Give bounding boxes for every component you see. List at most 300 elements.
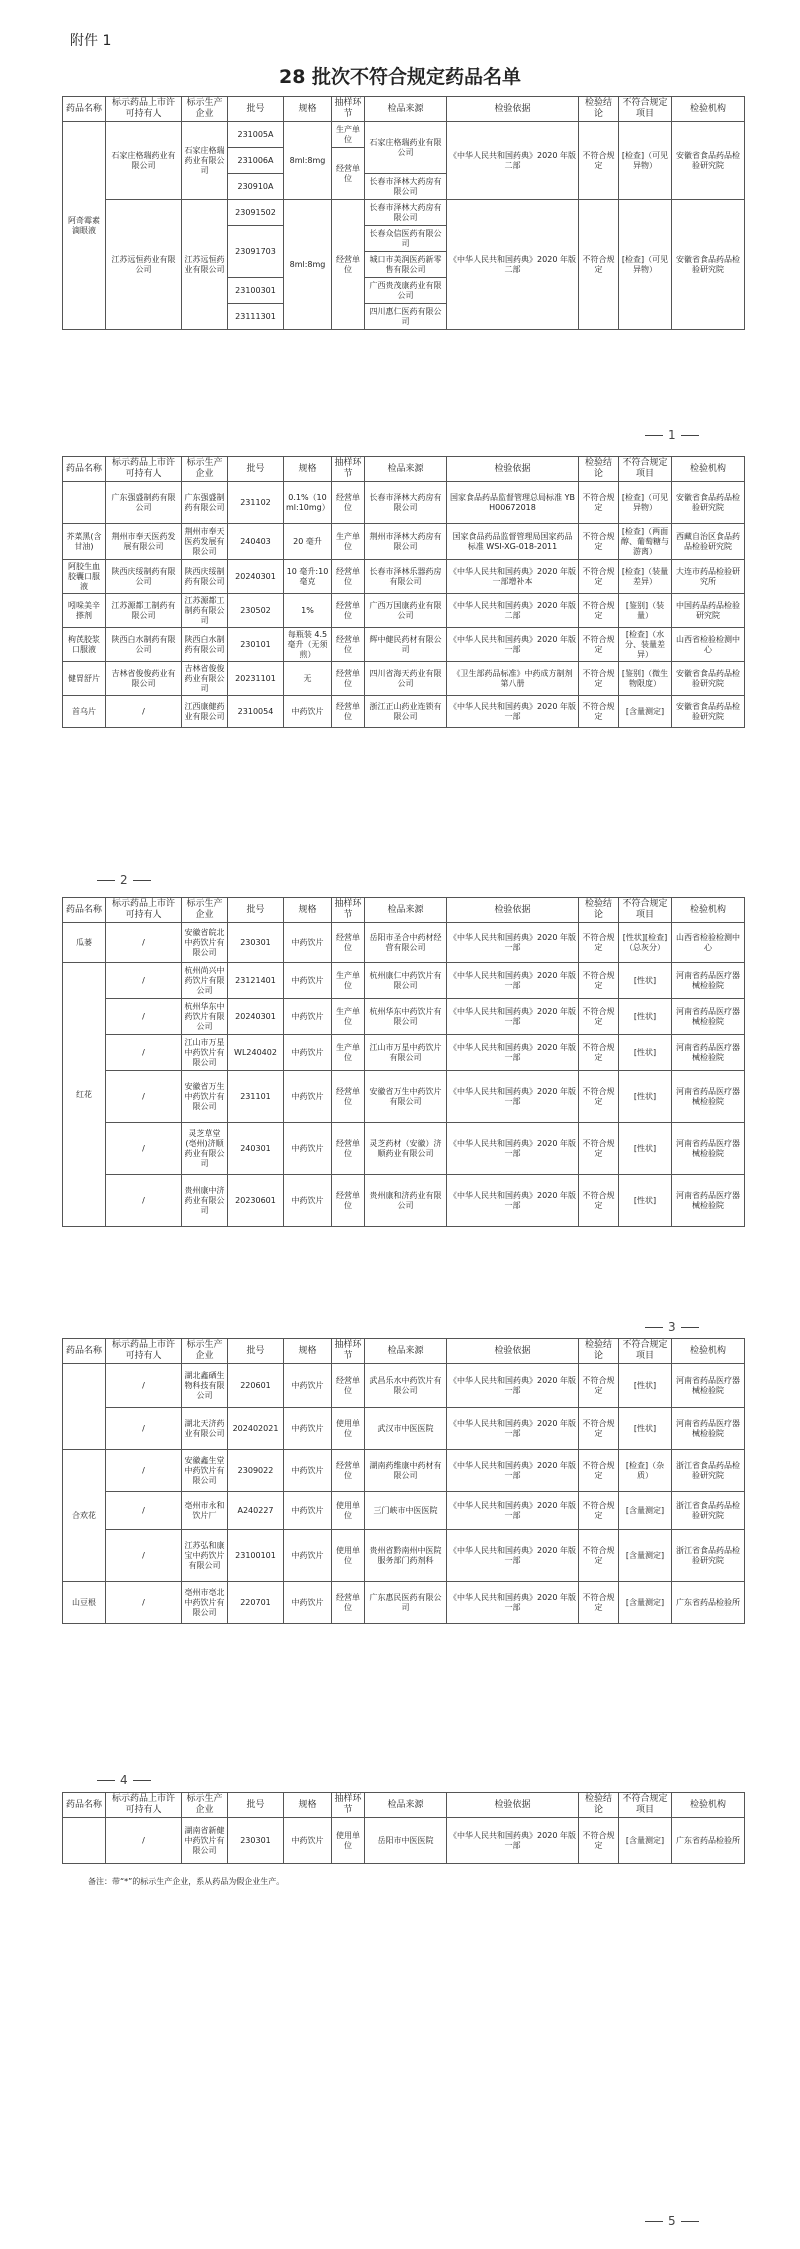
- source-cell: 三门峡市中医医院: [365, 1492, 447, 1530]
- batch-cell: 2309022: [228, 1450, 284, 1492]
- table-header-row: [63, 97, 745, 122]
- conclusion-cell: 不符合规定: [579, 1123, 619, 1175]
- item-cell: [性状]: [619, 999, 672, 1035]
- batch-cell: 231102: [228, 482, 284, 524]
- basis-cell: 《中华人民共和国药典》2020 年版一部: [447, 1364, 579, 1408]
- table-row: [63, 1175, 745, 1227]
- drug-name-cell: 山豆根: [63, 1582, 106, 1624]
- holder-cell: /: [106, 1530, 182, 1582]
- spec-cell: 10 毫升:10 毫克: [284, 560, 332, 594]
- source-cell: 四川省海天药业有限公司: [365, 662, 447, 696]
- attachment-label: 附件 1: [70, 33, 112, 49]
- table-header-row: [63, 898, 745, 923]
- header-cell: 批号: [228, 97, 284, 122]
- item-cell: [鉴别]（装量）: [619, 594, 672, 628]
- header-cell: 检验结论: [579, 97, 619, 122]
- header-cell: 检品来源: [365, 1339, 447, 1364]
- item-cell: [含量测定]: [619, 1582, 672, 1624]
- batch-cell: 230101: [228, 628, 284, 662]
- header-cell: 药品名称: [63, 457, 106, 482]
- source-cell: 长春市泽林大药房有限公司: [365, 200, 447, 226]
- maker-cell: 吉林省俊俊药业有限公司: [182, 662, 228, 696]
- item-cell: [性状]: [619, 1408, 672, 1450]
- source-cell: 岳阳市中医医院: [365, 1818, 447, 1864]
- header-cell: 规格: [284, 898, 332, 923]
- header-cell: 不符合规定项目: [619, 1793, 672, 1818]
- step-cell: 生产单位: [332, 1035, 365, 1071]
- source-cell: 武汉市中医医院: [365, 1408, 447, 1450]
- holder-cell: /: [106, 999, 182, 1035]
- basis-cell: 《中华人民共和国药典》2020 年版一部: [447, 923, 579, 963]
- header-cell: 检验机构: [672, 898, 745, 923]
- conclusion-cell: 不符合规定: [579, 1035, 619, 1071]
- header-cell: 批号: [228, 457, 284, 482]
- source-cell: 广东惠民医药有限公司: [365, 1582, 447, 1624]
- basis-cell: 《中华人民共和国药典》2020 年版一部: [447, 1818, 579, 1864]
- step-cell: 经营单位: [332, 594, 365, 628]
- drug-name-cell: 阿胶生血胶囊口服液: [63, 560, 106, 594]
- header-cell: 检品来源: [365, 457, 447, 482]
- maker-cell: 安徽鑫生堂中药饮片有限公司: [182, 1450, 228, 1492]
- conclusion-cell: 不符合规定: [579, 482, 619, 524]
- batch-cell: 20230601: [228, 1175, 284, 1227]
- batch-cell: 20240301: [228, 560, 284, 594]
- maker-cell: 安徽省皖北中药饮片有限公司: [182, 923, 228, 963]
- header-cell: 标示药品上市许可持有人: [106, 97, 182, 122]
- table-row: [63, 628, 745, 662]
- spec-cell: 0.1%（10ml:10mg）: [284, 482, 332, 524]
- lab-cell: 河南省药品医疗器械检验院: [672, 1071, 745, 1123]
- batch-cell: 23091703: [228, 226, 284, 278]
- header-cell: 检验机构: [672, 97, 745, 122]
- spec-cell: 1%: [284, 594, 332, 628]
- holder-cell: /: [106, 1035, 182, 1071]
- maker-cell: 江苏源都工制药有限公司: [182, 594, 228, 628]
- basis-cell: 《中华人民共和国药典》2020 年版一部: [447, 1492, 579, 1530]
- conclusion-cell: 不符合规定: [579, 662, 619, 696]
- spec-cell: 8ml:8mg: [284, 200, 332, 330]
- maker-cell: 杭州尚兴中药饮片有限公司: [182, 963, 228, 999]
- drug-table-page-1: [62, 96, 745, 330]
- source-cell: 岳阳市圣合中药材经营有限公司: [365, 923, 447, 963]
- batch-cell: 220601: [228, 1364, 284, 1408]
- conclusion-cell: 不符合规定: [579, 628, 619, 662]
- document-title: 28 批次不符合规定药品名单: [278, 66, 522, 88]
- table-row: [63, 1450, 745, 1492]
- maker-cell: 陕西庆绥制药有限公司: [182, 560, 228, 594]
- source-cell: 武昌乐水中药饮片有限公司: [365, 1364, 447, 1408]
- batch-cell: 23121401: [228, 963, 284, 999]
- maker-cell: 石家庄格瑞药业有限公司: [182, 122, 228, 200]
- lab-cell: 河南省药品医疗器械检验院: [672, 1035, 745, 1071]
- spec-cell: 中药饮片: [284, 1408, 332, 1450]
- table-row: [63, 1492, 745, 1530]
- header-cell: 检验依据: [447, 1793, 579, 1818]
- table-row: [63, 1035, 745, 1071]
- holder-cell: /: [106, 1492, 182, 1530]
- table-row: [63, 696, 745, 728]
- conclusion-cell: 不符合规定: [579, 923, 619, 963]
- header-cell: 规格: [284, 457, 332, 482]
- header-cell: 规格: [284, 1339, 332, 1364]
- maker-cell: 亳州市永和饮片厂: [182, 1492, 228, 1530]
- lab-cell: 西藏自治区食品药品检验研究院: [672, 524, 745, 560]
- batch-cell: 23100101: [228, 1530, 284, 1582]
- table-row: [63, 1530, 745, 1582]
- step-cell: 经营单位: [332, 1071, 365, 1123]
- header-cell: 检验机构: [672, 457, 745, 482]
- holder-cell: 江苏远恒药业有限公司: [106, 200, 182, 330]
- batch-cell: 220701: [228, 1582, 284, 1624]
- header-cell: 药品名称: [63, 97, 106, 122]
- basis-cell: 《中华人民共和国药典》2020 年版二部: [447, 200, 579, 330]
- conclusion-cell: 不符合规定: [579, 200, 619, 330]
- maker-cell: 江山市万星中药饮片有限公司: [182, 1035, 228, 1071]
- batch-cell: 20240301: [228, 999, 284, 1035]
- header-cell: 规格: [284, 1793, 332, 1818]
- basis-cell: 《中华人民共和国药典》2020 年版一部: [447, 1123, 579, 1175]
- basis-cell: 国家食品药品监督管理局国家药品标准 WSI-XG-018-2011: [447, 524, 579, 560]
- batch-cell: 231006A: [228, 148, 284, 174]
- page-number: 1: [640, 428, 704, 442]
- header-cell: 检品来源: [365, 1793, 447, 1818]
- holder-cell: /: [106, 1818, 182, 1864]
- item-cell: [性状][检查]（总灰分）: [619, 923, 672, 963]
- conclusion-cell: 不符合规定: [579, 696, 619, 728]
- item-cell: [含量测定]: [619, 1530, 672, 1582]
- holder-cell: /: [106, 1364, 182, 1408]
- lab-cell: 广东省药品检验所: [672, 1818, 745, 1864]
- header-cell: 标示药品上市许可持有人: [106, 1339, 182, 1364]
- drug-name-cell: [63, 1818, 106, 1864]
- header-cell: 检验机构: [672, 1793, 745, 1818]
- spec-cell: 每瓶装 4.5毫升（无须煎）: [284, 628, 332, 662]
- lab-cell: 安徽省食品药品检验研究院: [672, 482, 745, 524]
- maker-cell: 广东强盛制药有限公司: [182, 482, 228, 524]
- holder-cell: 荆州市奉天医药发展有限公司: [106, 524, 182, 560]
- header-cell: 抽样环节: [332, 1793, 365, 1818]
- footnote: 备注：带“*”的标示生产企业，系从药品为假企业生产。: [88, 1877, 285, 1886]
- item-cell: [含量测定]: [619, 1818, 672, 1864]
- step-cell: 生产单位: [332, 999, 365, 1035]
- basis-cell: 《中华人民共和国药典》2020 年版一部: [447, 1408, 579, 1450]
- drug-table-page-3: [62, 897, 745, 1227]
- source-cell: 安徽省万生中药饮片有限公司: [365, 1071, 447, 1123]
- drug-name-cell: [63, 482, 106, 524]
- basis-cell: 《中华人民共和国药典》2020 年版二部: [447, 594, 579, 628]
- item-cell: [检查]（装量差异）: [619, 560, 672, 594]
- source-cell: 贵州省黔南州中医院服务部门药剂科: [365, 1530, 447, 1582]
- step-cell: 经营单位: [332, 200, 365, 330]
- basis-cell: 《中华人民共和国药典》2020 年版一部: [447, 1530, 579, 1582]
- source-cell: 城口市美润医药新零售有限公司: [365, 252, 447, 278]
- header-cell: 标示生产企业: [182, 898, 228, 923]
- header-cell: 检品来源: [365, 97, 447, 122]
- basis-cell: 《中华人民共和国药典》2020 年版一部: [447, 628, 579, 662]
- header-cell: 标示生产企业: [182, 97, 228, 122]
- maker-cell: 江苏弘和康宝中药饮片有限公司: [182, 1530, 228, 1582]
- spec-cell: 中药饮片: [284, 1450, 332, 1492]
- spec-cell: 中药饮片: [284, 1123, 332, 1175]
- maker-cell: 陕西白水制药有限公司: [182, 628, 228, 662]
- item-cell: [检查]（可见异物）: [619, 482, 672, 524]
- table-row: [63, 1364, 745, 1408]
- basis-cell: 《中华人民共和国药典》2020 年版二部: [447, 122, 579, 200]
- holder-cell: /: [106, 1071, 182, 1123]
- table-row: [63, 1408, 745, 1450]
- item-cell: [性状]: [619, 1364, 672, 1408]
- spec-cell: 8ml:8mg: [284, 122, 332, 200]
- item-cell: [检查]（两面醇、葡萄糖与游离）: [619, 524, 672, 560]
- drug-name-cell: [63, 1364, 106, 1450]
- lab-cell: 广东省药品检验所: [672, 1582, 745, 1624]
- conclusion-cell: 不符合规定: [579, 594, 619, 628]
- basis-cell: 《卫生部药品标准》中药成方制剂第八册: [447, 662, 579, 696]
- lab-cell: 浙江省食品药品检验研究院: [672, 1530, 745, 1582]
- lab-cell: 河南省药品医疗器械检验院: [672, 963, 745, 999]
- header-cell: 规格: [284, 97, 332, 122]
- holder-cell: /: [106, 1450, 182, 1492]
- conclusion-cell: 不符合规定: [579, 1175, 619, 1227]
- source-cell: 湖南药维康中药材有限公司: [365, 1450, 447, 1492]
- step-cell: 使用单位: [332, 1818, 365, 1864]
- maker-cell: 亳州市亳北中药饮片有限公司: [182, 1582, 228, 1624]
- source-cell: 长春市泽林乐器药房有限公司: [365, 560, 447, 594]
- basis-cell: 《中华人民共和国药典》2020 年版一部: [447, 1582, 579, 1624]
- basis-cell: 《中华人民共和国药典》2020 年版一部: [447, 999, 579, 1035]
- lab-cell: 安徽省食品药品检验研究院: [672, 122, 745, 200]
- lab-cell: 河南省药品医疗器械检验院: [672, 999, 745, 1035]
- holder-cell: /: [106, 963, 182, 999]
- table-row: [63, 1123, 745, 1175]
- drug-table-page-4: [62, 1338, 745, 1624]
- batch-cell: 23100301: [228, 278, 284, 304]
- item-cell: [检查]（杂质）: [619, 1450, 672, 1492]
- header-cell: 检验结论: [579, 1339, 619, 1364]
- holder-cell: /: [106, 1175, 182, 1227]
- spec-cell: 中药饮片: [284, 923, 332, 963]
- header-cell: 检验结论: [579, 1793, 619, 1818]
- maker-cell: 江西康健药业有限公司: [182, 696, 228, 728]
- lab-cell: 山西省检验检测中心: [672, 628, 745, 662]
- table-row: [63, 1071, 745, 1123]
- source-cell: 辉中健民药材有限公司: [365, 628, 447, 662]
- basis-cell: 《中华人民共和国药典》2020 年版一部: [447, 963, 579, 999]
- maker-cell: 杭州华东中药饮片有限公司: [182, 999, 228, 1035]
- basis-cell: 《中华人民共和国药典》2020 年版一部: [447, 1450, 579, 1492]
- drug-name-cell: 芥菜黑(含甘油): [63, 524, 106, 560]
- source-cell: 灵芝药材（安徽）济顺药业有限公司: [365, 1123, 447, 1175]
- page-number: 4: [92, 1773, 156, 1787]
- lab-cell: 河南省药品医疗器械检验院: [672, 1175, 745, 1227]
- batch-cell: 230301: [228, 923, 284, 963]
- conclusion-cell: 不符合规定: [579, 999, 619, 1035]
- batch-cell: A240227: [228, 1492, 284, 1530]
- spec-cell: 中药饮片: [284, 999, 332, 1035]
- table-header-row: [63, 1339, 745, 1364]
- header-cell: 药品名称: [63, 898, 106, 923]
- source-cell: 长春市泽林大药房有限公司: [365, 174, 447, 200]
- header-cell: 检验依据: [447, 1339, 579, 1364]
- source-cell: 石家庄格瑞药业有限公司: [365, 122, 447, 174]
- table-row: [63, 594, 745, 628]
- batch-cell: 230301: [228, 1818, 284, 1864]
- conclusion-cell: 不符合规定: [579, 1450, 619, 1492]
- conclusion-cell: 不符合规定: [579, 524, 619, 560]
- header-cell: 检验依据: [447, 898, 579, 923]
- step-cell: 经营单位: [332, 1175, 365, 1227]
- batch-cell: WL240402: [228, 1035, 284, 1071]
- source-cell: 长春众信医药有限公司: [365, 226, 447, 252]
- page-number: 3: [640, 1320, 704, 1334]
- batch-cell: 231101: [228, 1071, 284, 1123]
- spec-cell: 中药饮片: [284, 1071, 332, 1123]
- header-cell: 检验结论: [579, 457, 619, 482]
- spec-cell: 20 毫升: [284, 524, 332, 560]
- drug-name-cell: 合欢花: [63, 1450, 106, 1582]
- holder-cell: 石家庄格瑞药业有限公司: [106, 122, 182, 200]
- header-cell: 标示生产企业: [182, 1339, 228, 1364]
- holder-cell: 广东强盛制药有限公司: [106, 482, 182, 524]
- header-cell: 药品名称: [63, 1793, 106, 1818]
- header-cell: 不符合规定项目: [619, 97, 672, 122]
- holder-cell: 吉林省俊俊药业有限公司: [106, 662, 182, 696]
- source-cell: 浙江正山药业连锁有限公司: [365, 696, 447, 728]
- header-cell: 检验依据: [447, 457, 579, 482]
- table-row: [63, 963, 745, 999]
- maker-cell: 安徽省万生中药饮片有限公司: [182, 1071, 228, 1123]
- drug-name-cell: 瓜蒌: [63, 923, 106, 963]
- source-cell: 江山市万星中药饮片有限公司: [365, 1035, 447, 1071]
- conclusion-cell: 不符合规定: [579, 963, 619, 999]
- item-cell: [检查]（水分、装量差异）: [619, 628, 672, 662]
- lab-cell: 河南省药品医疗器械检验院: [672, 1364, 745, 1408]
- maker-cell: 贵州康中济药业有限公司: [182, 1175, 228, 1227]
- source-cell: 广西贵茂康药业有限公司: [365, 278, 447, 304]
- drug-name-cell: 枸芪胶浆口服液: [63, 628, 106, 662]
- table-header-row: [63, 457, 745, 482]
- item-cell: [含量测定]: [619, 1492, 672, 1530]
- maker-cell: 荆州市奉天医药发展有限公司: [182, 524, 228, 560]
- source-cell: 贵州康和济药业有限公司: [365, 1175, 447, 1227]
- spec-cell: 中药饮片: [284, 1035, 332, 1071]
- lab-cell: 河南省药品医疗器械检验院: [672, 1123, 745, 1175]
- maker-cell: 湖北天济药业有限公司: [182, 1408, 228, 1450]
- item-cell: [检查]（可见异物）: [619, 122, 672, 200]
- header-cell: 不符合规定项目: [619, 1339, 672, 1364]
- item-cell: [性状]: [619, 1071, 672, 1123]
- conclusion-cell: 不符合规定: [579, 560, 619, 594]
- batch-cell: 2310054: [228, 696, 284, 728]
- item-cell: [性状]: [619, 963, 672, 999]
- batch-cell: 20231101: [228, 662, 284, 696]
- conclusion-cell: 不符合规定: [579, 1408, 619, 1450]
- step-cell: 经营单位: [332, 482, 365, 524]
- spec-cell: 中药饮片: [284, 1175, 332, 1227]
- header-cell: 批号: [228, 1339, 284, 1364]
- lab-cell: 安徽省食品药品检验研究院: [672, 696, 745, 728]
- spec-cell: 无: [284, 662, 332, 696]
- conclusion-cell: 不符合规定: [579, 1530, 619, 1582]
- conclusion-cell: 不符合规定: [579, 122, 619, 200]
- lab-cell: 浙江省食品药品检验研究院: [672, 1492, 745, 1530]
- table-header-row: [63, 1793, 745, 1818]
- item-cell: [检查]（可见异物）: [619, 200, 672, 330]
- basis-cell: 《中华人民共和国药典》2020 年版一部增补本: [447, 560, 579, 594]
- holder-cell: 江苏源都工制药有限公司: [106, 594, 182, 628]
- spec-cell: 中药饮片: [284, 1364, 332, 1408]
- batch-cell: 240403: [228, 524, 284, 560]
- batch-cell: 231005A: [228, 122, 284, 148]
- table-row: [63, 999, 745, 1035]
- lab-cell: 中国药品药品检验研究院: [672, 594, 745, 628]
- holder-cell: /: [106, 696, 182, 728]
- header-cell: 标示药品上市许可持有人: [106, 1793, 182, 1818]
- batch-cell: 230502: [228, 594, 284, 628]
- holder-cell: /: [106, 923, 182, 963]
- item-cell: [含量测定]: [619, 696, 672, 728]
- step-cell: 经营单位: [332, 1364, 365, 1408]
- step-cell: 经营单位: [332, 696, 365, 728]
- maker-cell: 江苏远恒药业有限公司: [182, 200, 228, 330]
- holder-cell: /: [106, 1408, 182, 1450]
- conclusion-cell: 不符合规定: [579, 1492, 619, 1530]
- source-cell: 杭州华东中药饮片有限公司: [365, 999, 447, 1035]
- header-cell: 抽样环节: [332, 898, 365, 923]
- table-row: [63, 923, 745, 963]
- spec-cell: 中药饮片: [284, 1492, 332, 1530]
- drug-name-cell: 红花: [63, 963, 106, 1227]
- spec-cell: 中药饮片: [284, 963, 332, 999]
- table-row: [63, 1818, 745, 1864]
- basis-cell: 《中华人民共和国药典》2020 年版一部: [447, 1035, 579, 1071]
- header-cell: 检验结论: [579, 898, 619, 923]
- step-cell: 经营单位: [332, 923, 365, 963]
- drug-table-page-2: [62, 456, 745, 728]
- step-cell: 经营单位: [332, 560, 365, 594]
- item-cell: [鉴别]（微生物限度）: [619, 662, 672, 696]
- page-number: 5: [640, 2214, 704, 2228]
- header-cell: 检验依据: [447, 97, 579, 122]
- basis-cell: 《中华人民共和国药典》2020 年版一部: [447, 1071, 579, 1123]
- header-cell: 标示生产企业: [182, 457, 228, 482]
- header-cell: 标示生产企业: [182, 1793, 228, 1818]
- source-cell: 杭州康仁中药饮片有限公司: [365, 963, 447, 999]
- step-cell: 经营单位: [332, 1450, 365, 1492]
- header-cell: 检验机构: [672, 1339, 745, 1364]
- step-cell: 生产单位: [332, 122, 365, 148]
- maker-cell: 湖南省新健中药饮片有限公司: [182, 1818, 228, 1864]
- drug-name-cell: 吲哚美辛搽剂: [63, 594, 106, 628]
- header-cell: 批号: [228, 1793, 284, 1818]
- conclusion-cell: 不符合规定: [579, 1818, 619, 1864]
- drug-name-cell: 健胃舒片: [63, 662, 106, 696]
- holder-cell: /: [106, 1582, 182, 1624]
- spec-cell: 中药饮片: [284, 1818, 332, 1864]
- lab-cell: 河南省药品医疗器械检验院: [672, 1408, 745, 1450]
- lab-cell: 山西省检验检测中心: [672, 923, 745, 963]
- table-row: [63, 662, 745, 696]
- drug-name-cell: 首乌片: [63, 696, 106, 728]
- step-cell: 使用单位: [332, 1408, 365, 1450]
- batch-cell: 202402021: [228, 1408, 284, 1450]
- source-cell: 广西万国康药业有限公司: [365, 594, 447, 628]
- header-cell: 药品名称: [63, 1339, 106, 1364]
- batch-cell: 23091502: [228, 200, 284, 226]
- header-cell: 标示药品上市许可持有人: [106, 457, 182, 482]
- table-row: [63, 482, 745, 524]
- table-row: [63, 560, 745, 594]
